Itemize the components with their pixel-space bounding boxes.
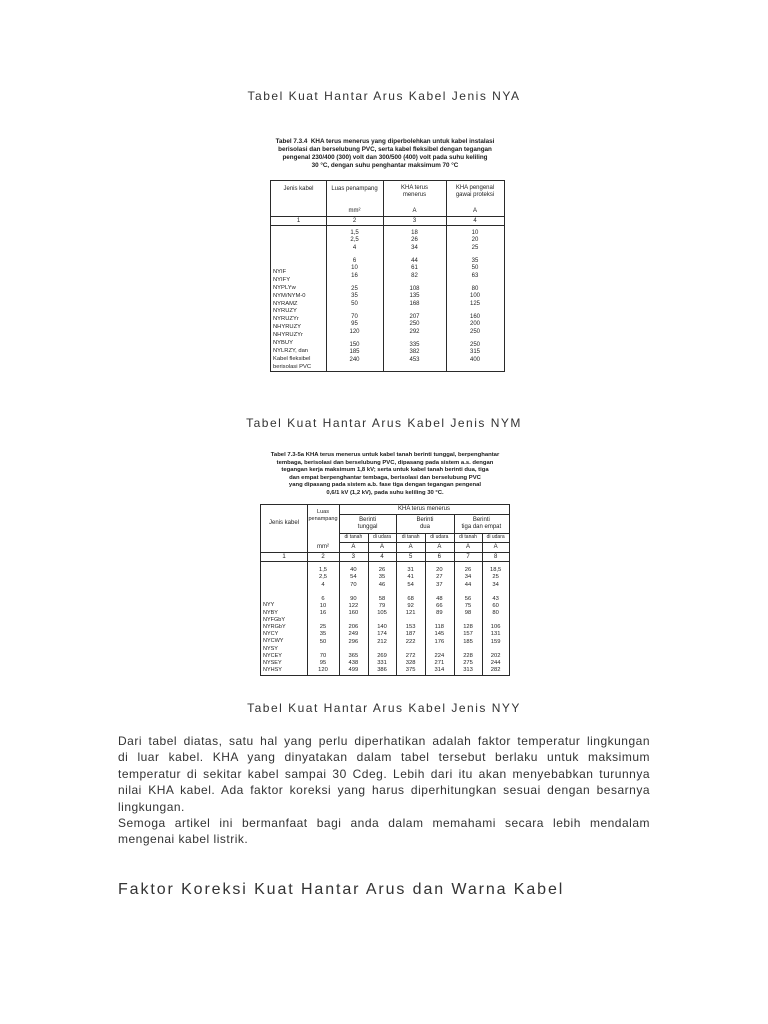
- table-title: Tabel 7.3-5a KHA terus menerus untuk kabel tanah berinti tunggal, berpenghantar tembaga, berisolasi dan berselubung PVC, dipasang pada sistem a.s. dengan tegangan kerja maksimum 1,8 kV; serta untuk kabel tanah berinti dua, tiga dan empat berpenghantar tembaga, berisolasi dan berselubung PVC yang dipasang pada sistem a.b. fase tiga dengan tegangan pengenal 0,6/1 kV (1,2 kV), pada suhu keliling 30 °C.: [270, 452, 500, 496]
- cable-type-label: NYIF: [273, 269, 287, 275]
- unit-label: mm²: [317, 544, 329, 550]
- table-cell: 2,5: [318, 574, 328, 581]
- table-cell: 386: [377, 666, 387, 673]
- table-cell: 187: [405, 631, 416, 638]
- table-cell: 153: [405, 624, 416, 631]
- table-cell: 16: [351, 272, 358, 279]
- table-cell: 174: [377, 631, 387, 638]
- table-cell: 4: [321, 581, 325, 588]
- table-cell: 118: [434, 624, 444, 631]
- table-cell: 200: [469, 321, 480, 328]
- table-cell: 18,5: [489, 567, 502, 574]
- unit-label: A: [412, 208, 417, 214]
- column-number: 4: [380, 553, 384, 560]
- table-cell: 292: [409, 328, 420, 335]
- table-rule: [271, 225, 504, 226]
- column-tiga-udara: [482, 567, 509, 674]
- table-cell: 26: [378, 567, 386, 574]
- unit-label: A: [437, 544, 442, 550]
- table-cell: 313: [463, 666, 473, 673]
- unit-label: A: [466, 544, 471, 550]
- table-cell: 44: [464, 581, 472, 588]
- table-cell: 16: [319, 610, 327, 617]
- paragraph-line: di luar kabel. KHA yang dinyatakan dalam tabel tersebut berlaku untuk maksimum: [118, 750, 650, 765]
- table-cell: 35: [319, 631, 327, 638]
- table-cell: 10: [351, 265, 358, 272]
- column-luas: [307, 567, 339, 674]
- table-cell: 128: [463, 624, 473, 631]
- table-cell: 20: [436, 567, 443, 574]
- table-cell: 80: [492, 610, 499, 617]
- article-body: [118, 733, 650, 848]
- table-figure-nya: [262, 135, 508, 375]
- table-cell: 35: [378, 574, 386, 581]
- header-berinti-tiga-empat: Berinti tiga dan empat: [461, 517, 502, 530]
- header-kha-pengenal: KHA pengenal gawai proteksi: [455, 185, 495, 198]
- header-luas-penampang: Luas penampang: [308, 509, 338, 522]
- header-berinti-dua: Berinti dua: [416, 517, 434, 530]
- cable-type-label: NYRAMZ: [273, 300, 298, 307]
- paragraph-line: Dari tabel diatas, satu hal yang perlu diperhatikan adalah faktor temperatur lingkungan: [118, 734, 650, 748]
- table-cell: 70: [351, 313, 358, 320]
- table-cell: 272: [405, 652, 416, 659]
- column-number: 2: [352, 217, 357, 224]
- table-cell: 315: [469, 349, 480, 356]
- table-cell: 314: [434, 666, 445, 673]
- cable-type-label: NYCWY: [263, 638, 284, 645]
- table-cell: 202: [490, 652, 501, 659]
- table-cell: 121: [405, 610, 416, 617]
- cable-type-label: NYSY: [263, 645, 278, 652]
- unit-label: A: [351, 544, 356, 550]
- cable-type-label: NYM/NYM-0: [273, 292, 306, 299]
- table-cell: 43: [492, 595, 499, 602]
- unit-label: A: [472, 208, 477, 214]
- table-cell: 37: [436, 581, 443, 588]
- table-cell: 25: [492, 574, 499, 581]
- table-cell: 44: [411, 257, 418, 264]
- table-cell: 275: [463, 659, 473, 666]
- table-cell: 269: [377, 652, 387, 659]
- table-cell: 80: [471, 285, 479, 292]
- table-cell: 95: [351, 321, 358, 328]
- table-cell: 25: [319, 624, 327, 631]
- table-cell: 382: [409, 349, 420, 356]
- header-placement: di tanah: [401, 534, 420, 540]
- cable-type-label: NHYRUZY: [273, 324, 302, 331]
- table-cell: 25: [471, 244, 479, 251]
- paragraph-line: nilai KHA kabel. Ada faktor koreksi yang harus diperhitungkan sesuai dengan besarnya: [118, 783, 650, 798]
- table-cell: 244: [490, 659, 501, 666]
- column-luas: [326, 230, 383, 364]
- header-placement: di udara: [486, 534, 505, 540]
- column-kha: [383, 230, 446, 364]
- table-cell: 26: [411, 237, 418, 244]
- cable-type-label: NYSEY: [263, 659, 282, 666]
- table-cell: 31: [407, 567, 414, 574]
- table-cell: 222: [405, 638, 416, 645]
- table-cell: 212: [377, 638, 387, 645]
- table-cell: 34: [411, 244, 418, 251]
- cable-type-label: NYY: [263, 602, 275, 609]
- table-cell: 56: [464, 595, 472, 602]
- header-kha: KHA terus menerus: [400, 185, 428, 198]
- table-cell: 68: [407, 595, 414, 602]
- column-number: 8: [493, 553, 498, 560]
- column-kha-pengenal: [446, 230, 504, 364]
- column-number: 1: [296, 217, 301, 224]
- table-cell: 240: [349, 356, 360, 363]
- table-cell: 89: [436, 610, 443, 617]
- table-cell: 54: [350, 574, 357, 581]
- table-cell: 228: [463, 652, 473, 659]
- table-cell: 160: [469, 313, 480, 320]
- table-cell: 105: [377, 610, 387, 617]
- table-cell: 82: [411, 272, 418, 279]
- caption-nya: Tabel Kuat Hantar Arus Kabel Jenis NYA: [247, 89, 521, 103]
- table-cell: 92: [407, 602, 414, 609]
- header-luas-penampang: Luas penampang: [331, 186, 378, 192]
- cable-type-label: NYRUZYr: [273, 316, 299, 323]
- unit-label: A: [380, 544, 385, 550]
- table-cell: 1,5: [318, 567, 328, 574]
- table-cell: 168: [409, 300, 420, 307]
- table-cell: 41: [407, 574, 414, 581]
- table-cell: 271: [434, 659, 445, 666]
- table-cell: 160: [348, 610, 359, 617]
- header-jenis-kabel: Jenis kabel: [268, 520, 300, 526]
- column-number: 7: [466, 553, 470, 560]
- paragraph-line: temperatur di sekitar kabel sampai 30 Cdeg. Lebih dari itu akan menyebabkan turunnya: [118, 766, 650, 781]
- table-cell: 35: [351, 293, 358, 300]
- table-rule: [339, 514, 509, 515]
- unit-label: mm²: [348, 208, 361, 214]
- table-rule: [339, 542, 509, 543]
- table-cell: 90: [350, 595, 357, 602]
- column-number: 1: [282, 553, 286, 560]
- paragraph-line: Semoga artikel ini bermanfaat bagi anda dalam memahami secara lebih mendalam: [118, 815, 650, 830]
- table-cell: 206: [348, 624, 359, 631]
- cable-type-list: [263, 602, 307, 674]
- table-cell: 250: [469, 341, 480, 348]
- table-cell: 140: [377, 624, 387, 631]
- table-cell: 499: [348, 666, 359, 673]
- table-cell: 400: [469, 356, 480, 363]
- column-tunggal-udara: [368, 567, 397, 674]
- column-number: 3: [351, 553, 356, 560]
- table-cell: 18: [411, 230, 418, 236]
- table-cell: 438: [348, 659, 359, 666]
- table-cell: 6: [352, 257, 357, 264]
- table-cell: 249: [348, 631, 359, 638]
- table-cell: 328: [405, 659, 416, 666]
- table-cell: 135: [409, 293, 420, 300]
- table-cell: 27: [436, 574, 443, 581]
- table-cell: 95: [319, 659, 327, 666]
- table-cell: 296: [348, 638, 359, 645]
- paragraph-line: mengenai kabel listrik.: [118, 832, 249, 847]
- table-cell: 34: [492, 581, 499, 588]
- table-cell: 54: [407, 581, 414, 588]
- cable-type-label: NYLRZY, dan: [273, 347, 309, 354]
- caption-nyy: Tabel Kuat Hantar Arus Kabel Jenis NYY: [247, 701, 521, 715]
- table-cell: 66: [436, 602, 443, 609]
- header-placement: di tanah: [459, 534, 477, 540]
- column-number: 4: [473, 217, 477, 224]
- table-cell: 25: [351, 285, 358, 292]
- table-cell: 40: [350, 567, 357, 574]
- table-cell: 100: [469, 293, 480, 300]
- table-cell: 10: [319, 602, 327, 609]
- table-cell: 34: [464, 574, 472, 581]
- table-cell: 20: [471, 237, 479, 244]
- table-cell: 50: [471, 265, 479, 272]
- table-cell: 157: [463, 631, 473, 638]
- unit-label: A: [493, 544, 498, 550]
- table-cell: 10: [471, 230, 479, 236]
- cable-type-list: [273, 269, 325, 372]
- table-cell: 46: [378, 581, 386, 588]
- table-cell: 6: [321, 595, 325, 602]
- table-cell: 63: [471, 272, 479, 279]
- header-placement: di tanah: [344, 534, 363, 540]
- table-cell: 75: [464, 602, 472, 609]
- header-kha: KHA terus menerus: [397, 506, 451, 512]
- table-cell: 1,5: [350, 230, 359, 236]
- table-cell: 106: [490, 624, 501, 631]
- table-cell: 79: [378, 602, 386, 609]
- header-berinti-tunggal: Berinti tunggal: [357, 517, 378, 530]
- table-cell: 60: [492, 602, 499, 609]
- table-title: Tabel 7.3.4 KHA terus menerus yang diperbolehkan untuk kabel instalasi berisolasi dan berselubung PVC, serta kabel fleksibel dengan tegangan pengenal 230/400 (300) volt dan 300/500 (400) volt pada suhu keliling 30 °C, dengan suhu penghantar maksimum 70 °C: [275, 138, 495, 169]
- table-cell: 224: [434, 652, 445, 659]
- column-tunggal-tanah: [339, 567, 368, 674]
- table-cell: 26: [464, 567, 472, 574]
- table-cell: 331: [377, 659, 387, 666]
- cable-type-label: NYHSY: [263, 667, 282, 674]
- column-number: 3: [412, 217, 417, 224]
- table-cell: 375: [405, 666, 416, 673]
- section-heading: Faktor Koreksi Kuat Hantar Arus dan Warna Kabel: [118, 881, 565, 898]
- column-tiga-tanah: [454, 567, 483, 674]
- cable-type-label: berisolasi PVC: [273, 363, 312, 370]
- column-number: 5: [408, 553, 413, 560]
- column-dua-udara: [425, 567, 454, 674]
- table-cell: 50: [351, 300, 358, 307]
- header-placement: di udara: [430, 534, 449, 540]
- table-cell: 185: [463, 638, 473, 645]
- table-cell: 108: [409, 285, 420, 292]
- paragraph-line: lingkungan.: [118, 799, 185, 814]
- cable-type-label: NYBUY: [273, 340, 293, 347]
- table-cell: 58: [378, 595, 386, 602]
- table-cell: 131: [490, 631, 501, 638]
- table-cell: 2,5: [350, 237, 359, 244]
- table-cell: 250: [409, 321, 420, 328]
- cable-type-label: NYPLYw: [273, 284, 296, 291]
- column-number: 6: [437, 553, 442, 560]
- table-cell: 35: [471, 257, 479, 264]
- table-cell: 145: [434, 631, 445, 638]
- table-cell: 176: [434, 638, 445, 645]
- cable-type-label: Kabel fleksibel: [273, 355, 311, 362]
- caption-nym: Tabel Kuat Hantar Arus Kabel Jenis NYM: [246, 416, 522, 430]
- table-cell: 185: [349, 349, 360, 356]
- table-cell: 70: [350, 581, 357, 588]
- header-placement: di udara: [372, 534, 392, 540]
- table-cell: 120: [349, 328, 360, 335]
- table-cell: 365: [348, 652, 359, 659]
- table-cell: 335: [409, 341, 420, 348]
- table-frame: [270, 180, 505, 372]
- cable-type-label: NYRUZY: [273, 308, 297, 315]
- table-cell: 150: [349, 341, 360, 348]
- table-cell: 4: [352, 244, 357, 251]
- table-rule: [261, 561, 509, 562]
- table-cell: 48: [436, 595, 443, 602]
- table-cell: 61: [411, 265, 418, 272]
- table-cell: 282: [490, 666, 501, 673]
- table-cell: 207: [409, 313, 420, 320]
- table-cell: 125: [469, 300, 480, 307]
- table-cell: 98: [464, 610, 472, 617]
- table-cell: 250: [469, 328, 480, 335]
- cable-type-label: NYBY: [263, 609, 278, 616]
- unit-label: A: [408, 544, 413, 550]
- cable-type-label: NYCY: [263, 631, 279, 638]
- column-number: 2: [321, 553, 325, 560]
- table-cell: 70: [319, 652, 327, 659]
- cable-type-label: NYIFY: [273, 276, 291, 283]
- cable-type-label: NYFGbY: [263, 616, 286, 623]
- table-cell: 120: [318, 666, 328, 673]
- table-figure-nym: [258, 450, 512, 678]
- cable-type-label: NYRGbY: [263, 623, 286, 630]
- cable-type-label: NHYRUZYr: [273, 332, 303, 339]
- cable-type-label: NYCEY: [263, 652, 282, 659]
- column-dua-tanah: [396, 567, 425, 674]
- table-cell: 159: [490, 638, 501, 645]
- header-jenis-kabel: Jenis kabel: [283, 186, 314, 192]
- table-cell: 122: [348, 602, 359, 609]
- table-cell: 453: [409, 356, 420, 363]
- table-frame: [260, 504, 510, 676]
- table-cell: 50: [319, 638, 327, 645]
